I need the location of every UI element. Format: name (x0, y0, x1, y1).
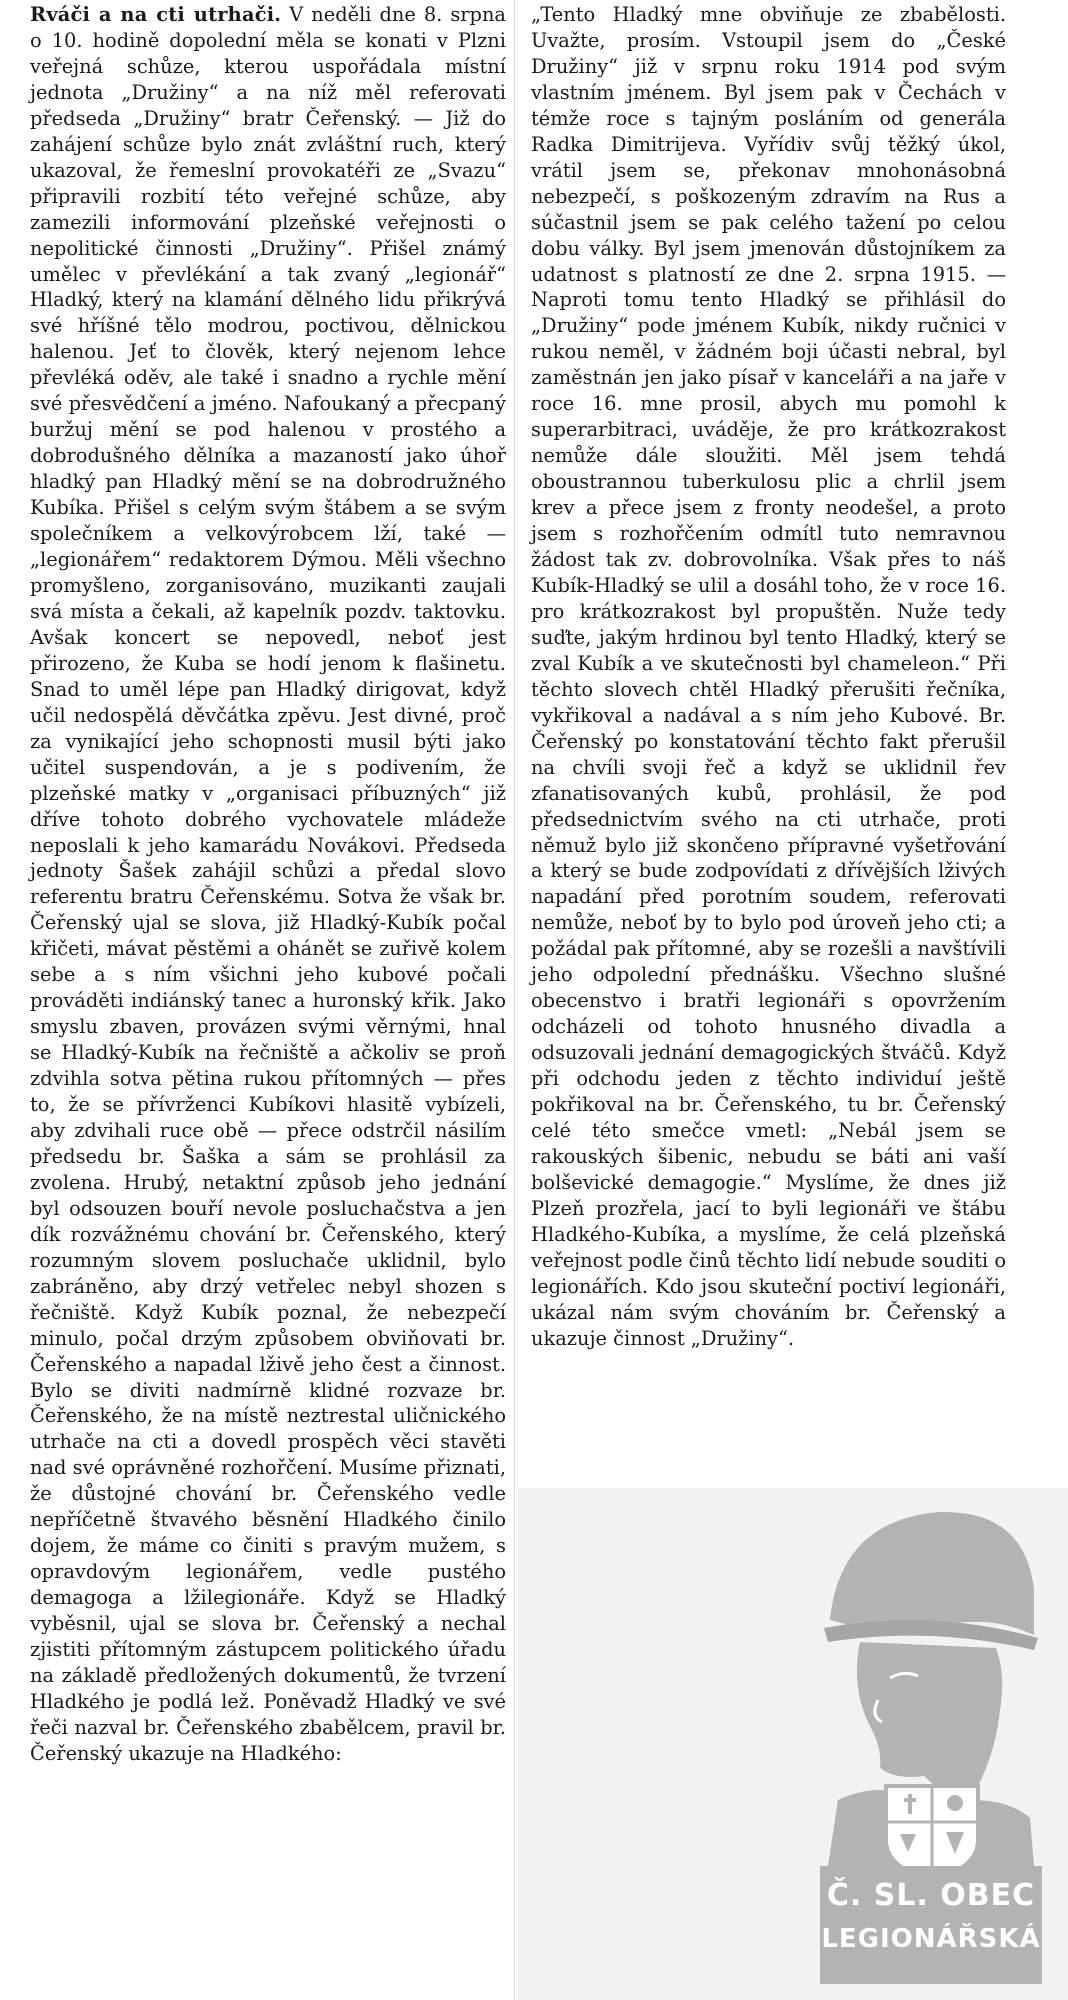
article-headline: Rváči a na cti utrhači. (30, 3, 282, 26)
legion-watermark-logo (820, 1500, 1042, 1984)
article-body-left: V neděli dne 8. srpna o 10. hodině dopolední měla se konati v Plzni veřejná schůze, kterou uspořádala místní jednota „Družiny“ a na níž měl referovati předseda „Družiny“ bratr Čeřenský. — Již do zahájení schůze bylo znát zvláštní ruch, který ukazoval, že řemeslní provokatéři ze „Svazu“ připravili rozbití této veřejné schůze, aby zamezili informování plzeňské veřejnosti o nepolitické činnosti „Družiny“. Přišel známý umělec v převlékání a tak zvaný „legionář“ Hladký, který na klamání dělného lidu přikrývá své hříšné tělo modrou, poctivou, dělnickou halenou. Jeť to člověk, který nejenom lehce převléká oděv, ale také i snadno a rychle mění své přesvědčení a jméno. Nafoukaný a přecpaný buržuj mění se pod halenou v prostého a dobrodušného dělníka a mazaností jako úhoř hladký pan Hladký mění se na dobrodružného Kubíka. Přišel s celým svým štábem a se svým společníkem a velkovýrobcem lží, také — „legionářem“ redaktorem Dýmou. Měli všechno promyšleno, zorganisováno, muzikanti zaujali svá místa a čekali, až kapelník pozdv. taktovku. Avšak koncert se nepovedl, neboť jest přirozeno, že Kuba se hodí jenom k flašinetu. Snad to uměl lépe pan Hladký dirigovat, když učil nedospělá děvčátka zpěvu. Jest divné, proč za vynikající jeho schopnosti musil býti jako učitel suspendován, a je s podivením, že plzeňské matky v „organisaci příbuzných“ již dříve tohoto dobrého vychovatele mládeže neposlali k jeho kamarádu Novákovi. Předseda jednoty Šašek zahájil schůzi a předal slovo referentu bratru Čeřenskému. Sotva že však br. Čeřenský ujal se slova, již Hladký-Kubík počal křičeti, mávat pěstěmi a ohánět se zuřivě kolem sebe a s ním všichni jeho kubové počali prováděti indiánský tanec a huronský křik. Jako smyslu zbaven, provázen svými věrnými, hnal se Hladký-Kubík na řečniště a ačkoliv se proň zdvihla sotva pětina rukou přítomných — přes to, že se přívrženci Kubíkovi hlasitě vybízeli, aby zdvihali ruce obě — přece odstrčil násilím předsedu br. Šaška a sám se prohlásil za zvolena. Hrubý, netaktní způsob jeho jednání byl odsouzen bouří nevole posluchačstva a jen dík rozvážnému chování br. Čeřenského, který rozumným slovem posluchače uklidnil, bylo zabráněno, aby drzý vetřelec nebyl shozen s řečniště. Když Kubík poznal, že nebezpečí minulo, počal drzým způsobem obviňovati br. Čeřenského a napadal lživě jeho čest a činnost. Bylo se diviti nadmírně klidné rozvaze br. Čeřenského, že na místě neztrestal uličnického utrhače na cti a dovedl prospěch věci stavěti nad své oprávněné rozhořčení. Musíme přiznati, že důstojné chování br. Čeřenského vedle nepříčetně štvavého běsnění Hladkého činilo dojem, že máme co činiti s pravým mužem, s opravdovým legionářem, vedle pustého demagoga a lžilegionáře. Když se Hladký vyběsnil, ujal se slova br. Čeřenský a nechal zjistiti přítomným zástupcem politického úřadu na základě předložených dokumentů, že tvrzení Hladkého je podlá lež. Poněvadž Hladký ve své řeči nazval br. Čeřenského zbabělcem, pravil br. Čeřenský ukazuje na Hladkého: (30, 3, 506, 1765)
article-right-column (531, 2, 1006, 1352)
article-left-column (30, 2, 506, 1767)
article-body-right: „Tento Hladký mne obviňuje ze zbabělosti. Uvažte, prosím. Vstoupil jsem do „České Družiny“ již v srpnu roku 1914 pod svým vlastním jménem. Byl jsem pak v Čechách v témže roce s tajným posláním od generála Radka Dimitrijeva. Vyřídiv svůj těžký úkol, vrátil jsem se, překonav mnohonásobná nebezpečí, s poškozeným zdravím na Rus a súčastnil jsem se pak celého tažení po celou dobu války. Byl jsem jmenován důstojníkem za udatnost s platností ze dne 2. srpna 1915. — Naproti tomu tento Hladký se přihlásil do „Družiny“ pode jménem Kubík, nikdy ručnici v rukou neměl, v žádném boji účasti nebral, byl zaměstnán jen jako písař v kanceláři a na jaře v roce 16. mne prosil, abych mu pomohl k superarbitraci, uváděje, že pro krátkozrakost nemůže dále sloužiti. Měl jsem tehdá oboustrannou tuberkulosu plic a chrlil jsem krev a přece jsem z fronty neodešel, a proto jsem s rozhořčením odmítl tuto nemravnou žádost tak zv. dobrovolníka. Však přes to náš Kubík-Hladký se ulil a dosáhl toho, že v roce 16. pro krátkozrakost byl propuštěn. Nuže tedy suďte, jakým hrdinou byl tento Hladký, který se zval Kubík a ve skutečnosti byl chameleon.“ Při těchto slovech chtěl Hladký přerušiti řečníka, vykřikoval a nadával a s ním jeho Kubové. Br. Čeřenský po konstatování těchto fakt přerušil na chvíli svoji řeč a když se uklidnil řev zfanatisovaných kubů, prohlásil, že pod předsednictvím svého na cti utrhače, proti němuž bylo již skončeno přípravné vyšetřování a který se bude zodpovídati z dřívějších lživých napadání před porotním soudem, referovati nemůže, neboť by to bylo pod úroveň jeho cti; a požádal pak přítomné, aby se rozešli a navštívili jeho odpolední přednášku. Všechno slušné obecenstvo i bratři legionáři s opovržením odcházeli od tohoto hnusného divadla a odsuzovali jednání demagogických štváčů. Když při odchodu jeden z těchto individuí ještě pokřikoval na br. Čeřenského, tu br. Čeřenský celé této smečce vmetl: „Nebál jsem se rakouských šibenic, nebudu se báti ani vaší bolševické demagogie.“ Myslíme, že dnes již Plzeň prozřela, jací to byli legionáři ve štábu Hladkého-Kubíka, a myslíme, že celá plzeňská veřejnost podle činů těchto lidí nebude souditi o legionářích. Kdo jsou skuteční poctiví legionáři, ukázal nám svým chováním br. Čeřenský a ukazuje činnost „Družiny“. (531, 3, 1006, 1350)
column-divider (514, 0, 515, 2000)
watermark-line1: Č. SL. OBEC (826, 1878, 1036, 1913)
watermark-line2: LEGIONÁŘSKÁ (821, 1924, 1041, 1954)
